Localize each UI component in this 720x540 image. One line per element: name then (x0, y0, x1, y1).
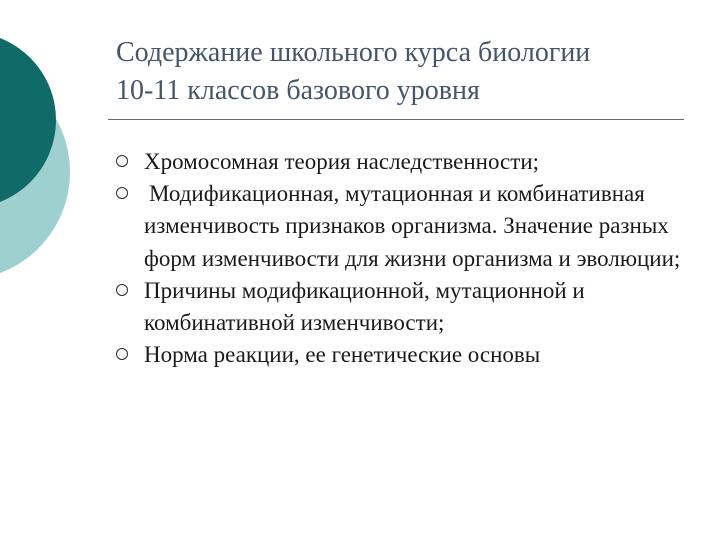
bullet-list (114, 146, 704, 371)
bullet-item (114, 339, 704, 371)
bullet-ring-icon (116, 187, 128, 199)
slide-title (116, 34, 696, 110)
title-line-2: 10-11 классов базового уровня (116, 75, 480, 106)
bullet-item (114, 275, 704, 339)
bullet-ring-icon (116, 284, 128, 296)
decorative-circles (0, 0, 110, 290)
bullet-ring-icon (116, 155, 128, 167)
bullet-text: Норма реакции, ее генетические основы (144, 342, 541, 368)
bullet-text: Модификационная, мутационная и комбинативная изменчивость признаков организма. Значение разных форм изменчивости для жизни организма и эволюции; (144, 181, 681, 271)
bullet-text: Хромосомная теория наследственности; (144, 149, 540, 174)
bullet-item (114, 146, 704, 178)
title-line-1: Содержание школьного курса биологии (116, 37, 591, 68)
title-divider (108, 119, 684, 120)
bullet-item (114, 178, 704, 275)
bullet-ring-icon (116, 348, 128, 360)
bullet-text: Причины модификационной, мутационной и комбинативной изменчивости; (144, 277, 585, 336)
